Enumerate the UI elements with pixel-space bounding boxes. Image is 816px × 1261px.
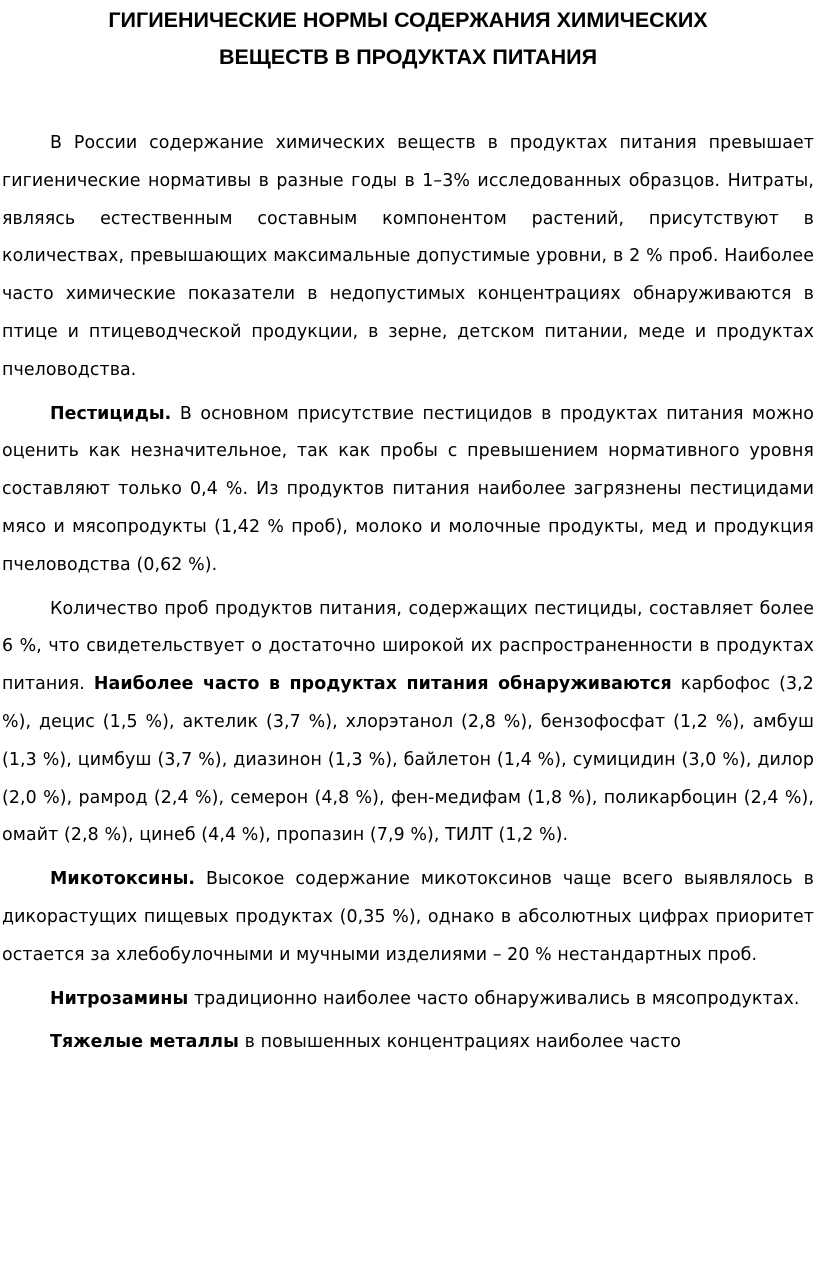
- paragraph-metals: [2, 1024, 814, 1062]
- samples-text: Количество проб продуктов питания, содержащих пестициды, составляет более 6 %, что свидетельствует о достаточно широкой их распространенности в продуктах питания.: [2, 598, 814, 695]
- pesticides-heading: Пестициды.: [50, 403, 172, 424]
- nitrosamines-heading: Нитрозамины: [50, 988, 189, 1009]
- nitrosamines-text: традиционно наиболее часто обнаруживались в мясопродуктах.: [188, 988, 800, 1009]
- samples-bold: Наиболее часто в продуктах питания обнаруживаются: [93, 674, 672, 695]
- samples-list: карбофос (3,2 %), децис (1,5 %), актелик (3,7 %), хлорэтанол (2,8 %), бензофосфат (1,2 %), амбуш (1,3 %), цимбуш (3,7 %), диазинон (1,3 %), байлетон (1,4 %), сумицидин (3,0 %), дилор (2,0 %), рамрод (2,4 %), семерон (4,8 %), фен-медифам (1,8 %), поликарбоцин (2,4 %), омайт (2,8 %), цинеб (4,4 %), пропазин (7,9 %), ТИЛТ (1,2 %).: [2, 674, 814, 846]
- intro-text: В России содержание химических веществ в продуктах питания превышает гигиенические нормативы в разные годы в 1–3% исследованных образцов. Нитраты, являясь естественным составным компонентом растений, присутствуют в количествах, превышающих максимальные допустимые уровни, в 2 % проб. Наиболее часто химические показатели в недопустимых концентрациях обнаруживаются в птице и птицеводческой продукции, в зерне, детском питании, меде и продуктах пчеловодства.: [2, 133, 814, 380]
- title-spacer: [2, 76, 814, 125]
- paragraph-nitrosamines: [2, 981, 814, 1019]
- paragraph-samples: [2, 591, 814, 856]
- metals-heading: Тяжелые металлы: [50, 1032, 239, 1053]
- mycotoxins-heading: Микотоксины.: [50, 869, 196, 890]
- paragraph-intro: [2, 125, 814, 390]
- mycotoxins-text: Высокое содержание микотоксинов чаще всего выявлялось в дикорастущих пищевых продуктах (0,35 %), однако в абсолютных цифрах приоритет остается за хлебобулочными и мучными изделиями – 20 % нестандартных проб.: [2, 869, 814, 965]
- title-line-1: ГИГИЕНИЧЕСКИЕ НОРМЫ СОДЕРЖАНИЯ ХИМИЧЕСКИХ: [108, 8, 708, 32]
- pesticides-text: В основном присутствие пестицидов в продуктах питания можно оценить как незначительное, так как пробы с превышением нормативного уровня составляют только 0,4 %. Из продуктов питания наиболее загрязнены пестицидами мясо и мясопродукты (1,42 % проб), молоко и молочные продукты, мед и продукция пчеловодства (0,62 %).: [2, 403, 814, 575]
- metals-text: в повышенных концентрациях наиболее часто: [238, 1032, 682, 1053]
- title-line-2: ВЕЩЕСТВ В ПРОДУКТАХ ПИТАНИЯ: [218, 45, 598, 69]
- paragraph-mycotoxins: [2, 861, 814, 974]
- document-title: [2, 0, 814, 76]
- paragraph-pesticides: [2, 396, 814, 585]
